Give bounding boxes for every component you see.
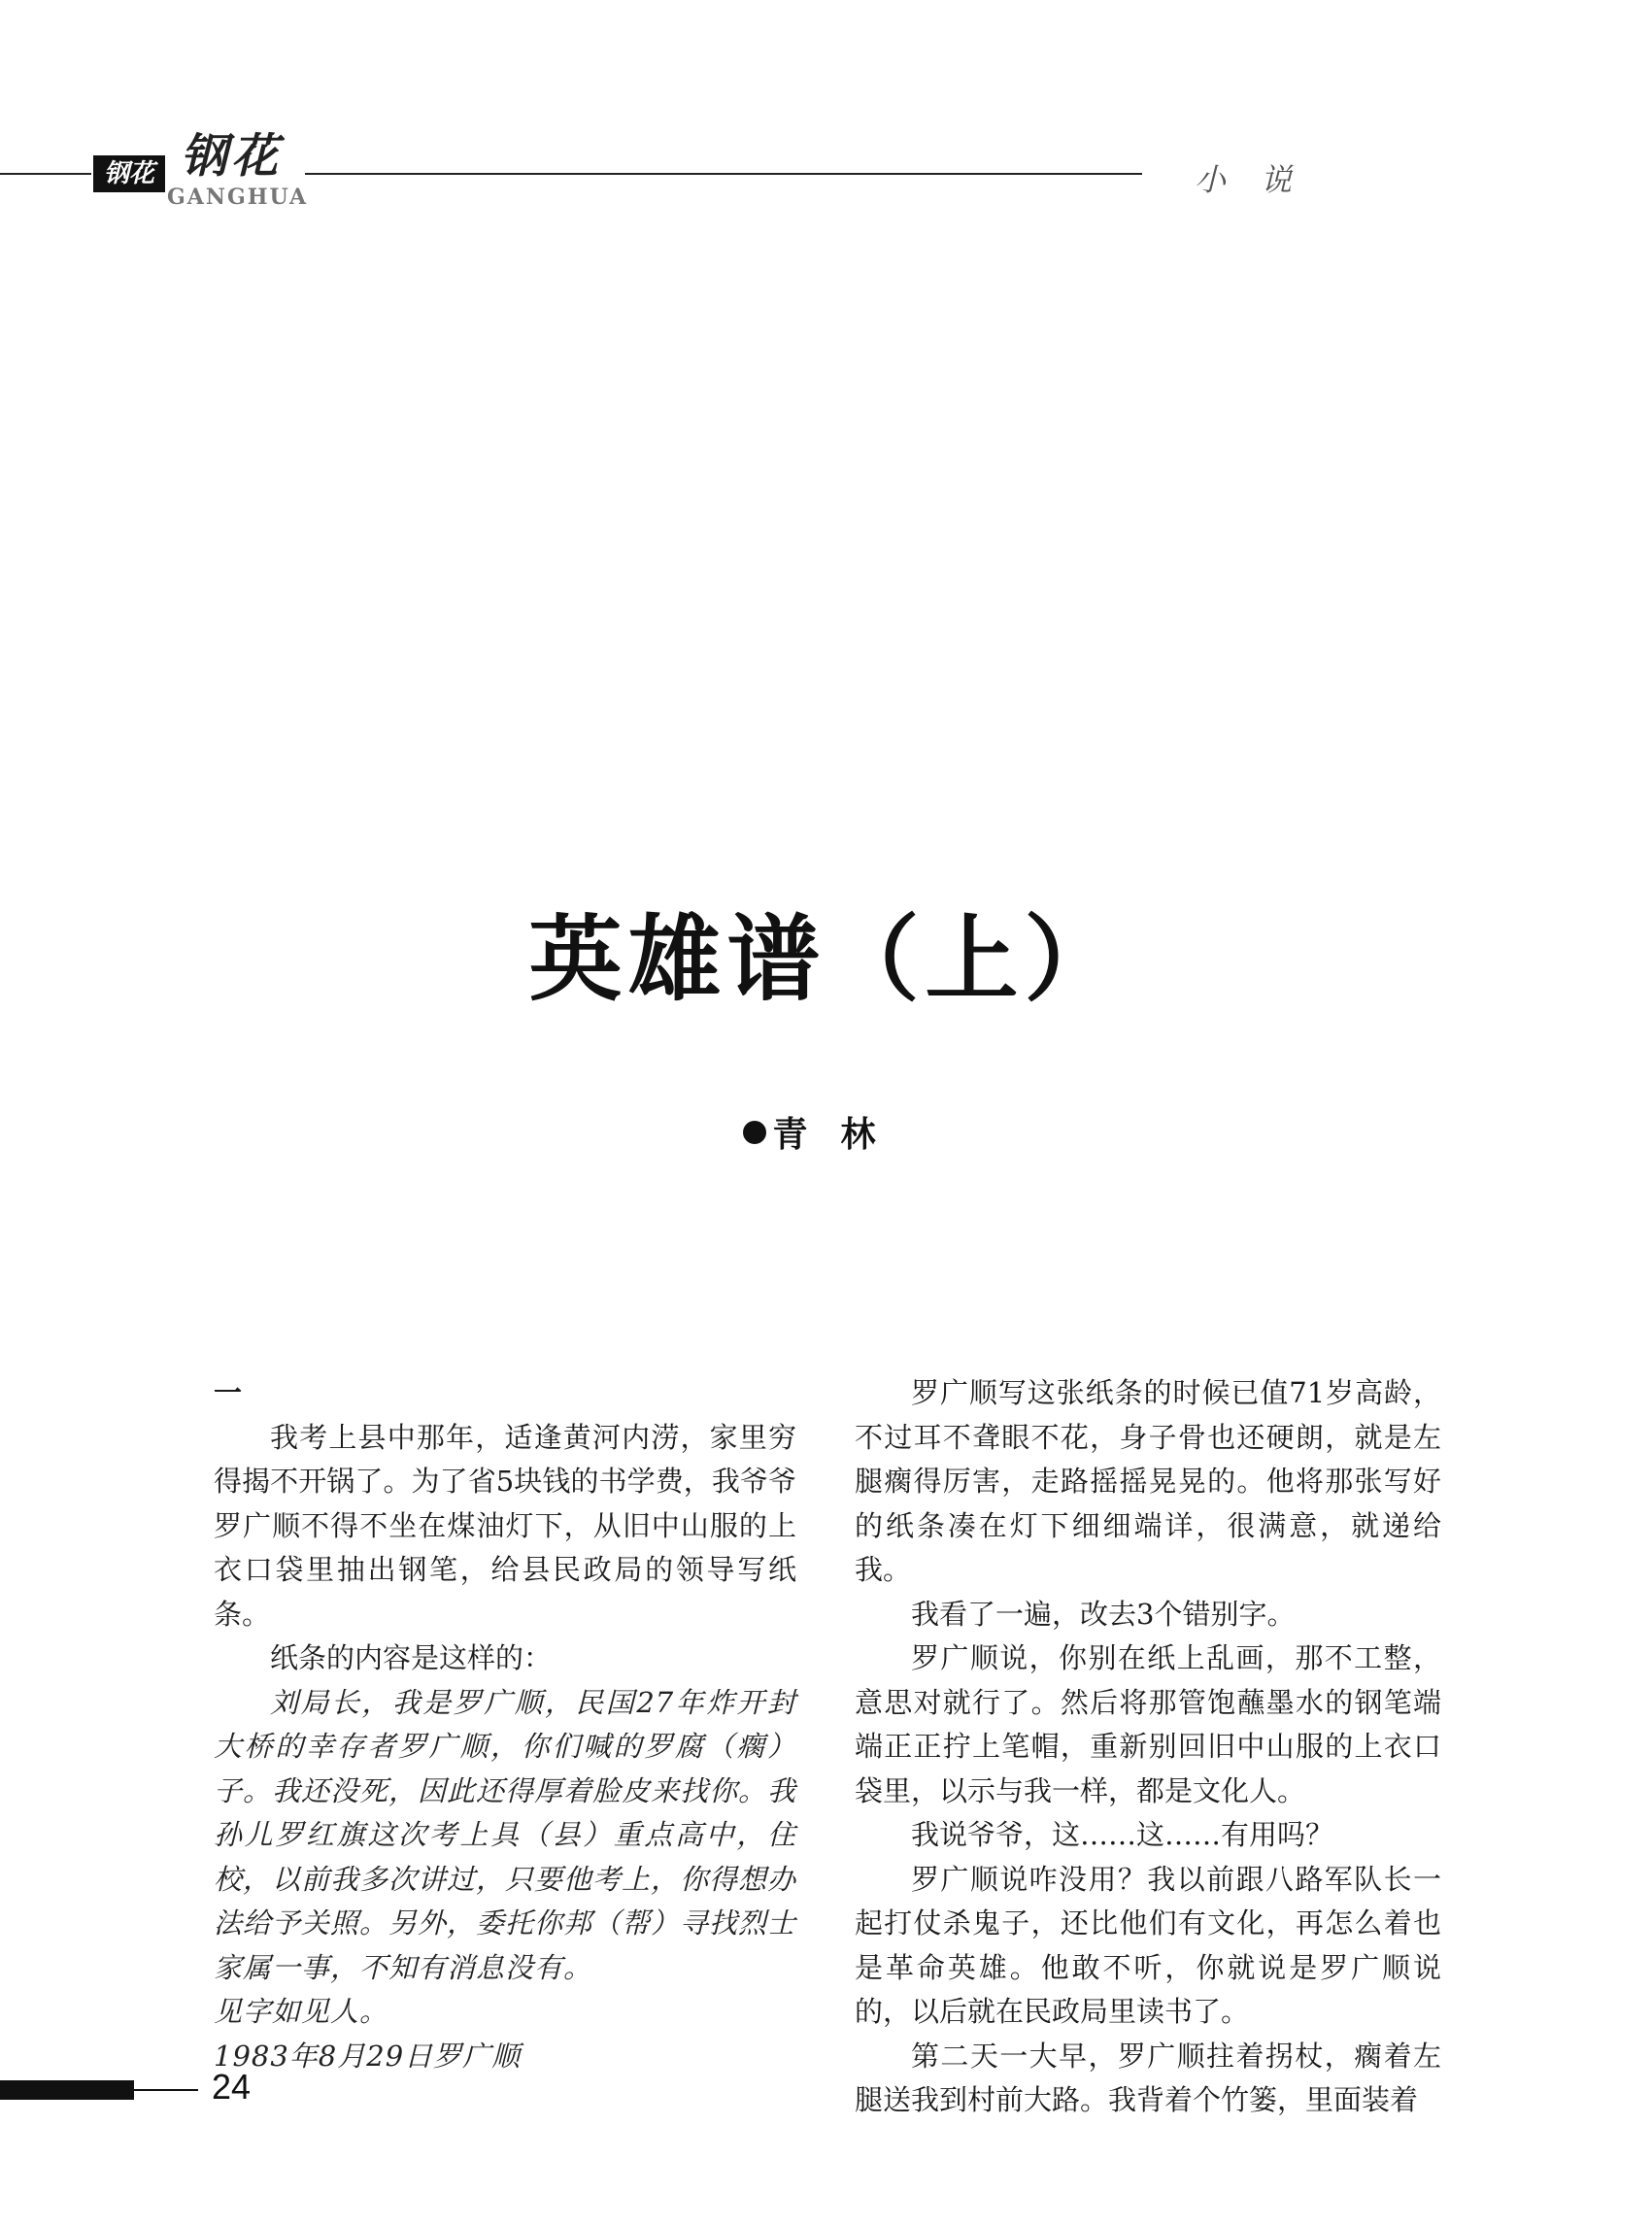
paragraph: 罗广顺说，你别在纸上乱画，那不工整，意思对就行了。然后将那管饱蘸墨水的钢笔端端正正拧上笔帽，重新别回旧中山服的上衣口袋里，以示与我一样，都是文化人。 [855,1641,1441,1807]
paragraph: 罗广顺写这张纸条的时候已值71岁高龄，不过耳不聋眼不花，身子骨也还硬朗，就是左腿瘸得厉害，走路摇摇晃晃的。他将那张写好的纸条凑在灯下细细端详，很满意，就递给我。 [855,1376,1441,1586]
note-text: 刘局长，我是罗广顺，民国27年炸开封大桥的幸存者罗广顺，你们喊的罗腐（瘸）子。我还没死，因此还得厚着脸皮来找你。我孙儿罗红旗这次考上具（县）重点高中，住校，以前我多次讲过，只要他考上，你得想办法给予关照。另外，委托你邦（帮）寻找烈士家属一事，不知有消息没有。 [214,1685,797,1984]
footer-rule [134,2089,198,2091]
paragraph: 我说爷爷，这……这……有用吗？ [911,1818,1334,1851]
right-column [855,1371,1441,2123]
paragraph: 罗广顺说咋没用？我以前跟八路军队长一起打仗杀鬼子，还比他们有文化，再怎么着也是革命英雄。他敢不听，你就说是罗广顺说的，以后就在民政局里读书了。 [855,1862,1441,2028]
author-name: 青林 [772,1114,909,1155]
footer-bar [0,2080,134,2100]
article-title: 英雄谱（上） [528,904,1124,1014]
magazine-logo-title: 钢花 [181,129,283,184]
magazine-logo-english: GANGHUA [167,185,309,210]
page-number: 24 [212,2067,252,2107]
paragraph: 我看了一遍，改去3个错别字。 [911,1597,1296,1631]
left-column [214,1371,796,2078]
header-rule-left [0,173,91,175]
chapter-heading: 一 [214,1376,243,1409]
section-label: 小说 [1195,161,1328,198]
paragraph: 纸条的内容是这样的： [270,1641,553,1674]
bullet-icon [743,1121,766,1144]
paragraph: 我考上县中那年，适逢黄河内涝，家里穷得揭不开锅了。为了省5块钱的书学费，我爷爷罗广顺不得不坐在煤油灯下，从旧中山服的上衣口袋里抽出钢笔，给县民政局的领导写纸条。 [214,1420,796,1631]
author-byline [0,1107,1652,1157]
note-closing: 见字如见人。 [214,1995,389,2028]
header-rule-right [305,173,1142,175]
magazine-logo-badge: 钢花 [93,155,165,192]
note-signature: 1983年8月29日罗广顺 [214,2039,522,2073]
paragraph: 第二天一大早，罗广顺拄着拐杖，瘸着左腿送我到村前大路。我背着个竹篓，里面装着 [855,2039,1441,2116]
